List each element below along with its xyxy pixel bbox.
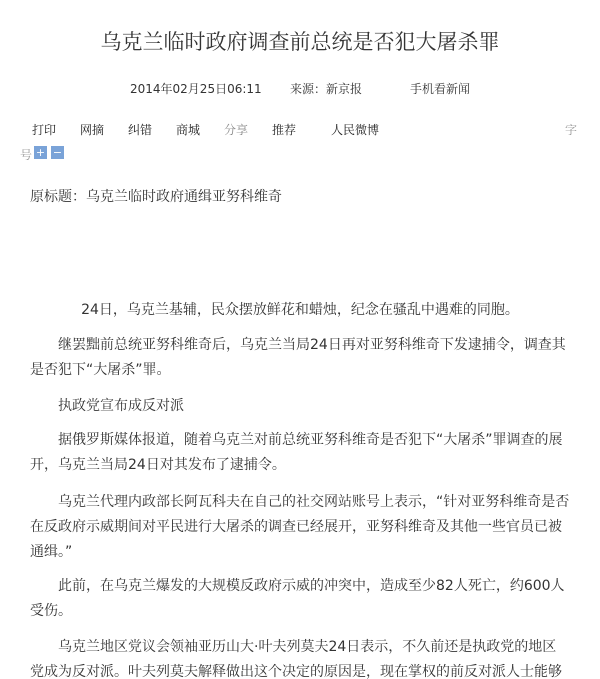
publish-date: 2014年02月25日06:11 xyxy=(130,82,262,96)
font-decrease-button[interactable]: − xyxy=(52,146,63,159)
font-size-label-hao: 号 xyxy=(20,148,33,162)
bookmark-button[interactable]: 网摘 xyxy=(80,123,105,137)
shop-link[interactable]: 商城 xyxy=(176,123,201,137)
print-button[interactable]: 打印 xyxy=(32,123,57,137)
paragraph: 乌克兰代理内政部长阿瓦科夫在自己的社交网站账号上表示，“针对亚努科维奇是否在反政府示威期间对平民进行大屠杀的调查已经展开，亚努科维奇及其他一些官员已被通缉。” xyxy=(30,494,570,560)
paragraph: 此前，在乌克兰爆发的大规模反政府示威的冲突中，造成至少82人死亡，约600人受伤。 xyxy=(30,578,565,619)
paragraph: 继罢黜前总统亚努科维奇后，乌克兰当局24日再对亚努科维奇下发逮捕令，调查其是否犯下“大屠杀”罪。 xyxy=(30,337,566,378)
article-toolbar xyxy=(0,121,600,141)
paragraph: 乌克兰地区党议会领袖亚历山大·叶夫列莫夫24日表示，不久前还是执政党的地区党成为反对派。叶夫列莫夫解释做出这个决定的原因是，现在掌权的前反对派人士能够 xyxy=(30,639,562,679)
recommend-button[interactable]: 推荐 xyxy=(272,123,297,137)
paragraph: 据俄罗斯媒体报道，随着乌克兰对前总统亚努科维奇是否犯下“大屠杀”罪调查的展开，乌克兰当局24日对其发布了逮捕令。 xyxy=(30,432,563,473)
photo-caption: 24日，乌克兰基辅，民众摆放鲜花和蜡烛，纪念在骚乱中遇难的同胞。 xyxy=(81,302,519,318)
original-title: 原标题：乌克兰临时政府通缉亚努科维奇 xyxy=(30,189,282,205)
people-weibo-link[interactable]: 人民微博 xyxy=(331,123,380,137)
mobile-news-link[interactable]: 手机看新闻 xyxy=(410,82,471,96)
report-error-button[interactable]: 纠错 xyxy=(128,123,153,137)
share-button[interactable]: 分享 xyxy=(224,123,249,137)
article-headline: 乌克兰临时政府调查前总统是否犯大屠杀罪 xyxy=(100,30,500,54)
news-source: 来源：新京报 xyxy=(290,82,363,96)
subheading: 执政党宣布成反对派 xyxy=(58,398,184,414)
font-size-label-zi: 字 xyxy=(565,123,578,137)
font-size-controls xyxy=(20,146,63,162)
font-increase-button[interactable]: + xyxy=(35,146,46,159)
